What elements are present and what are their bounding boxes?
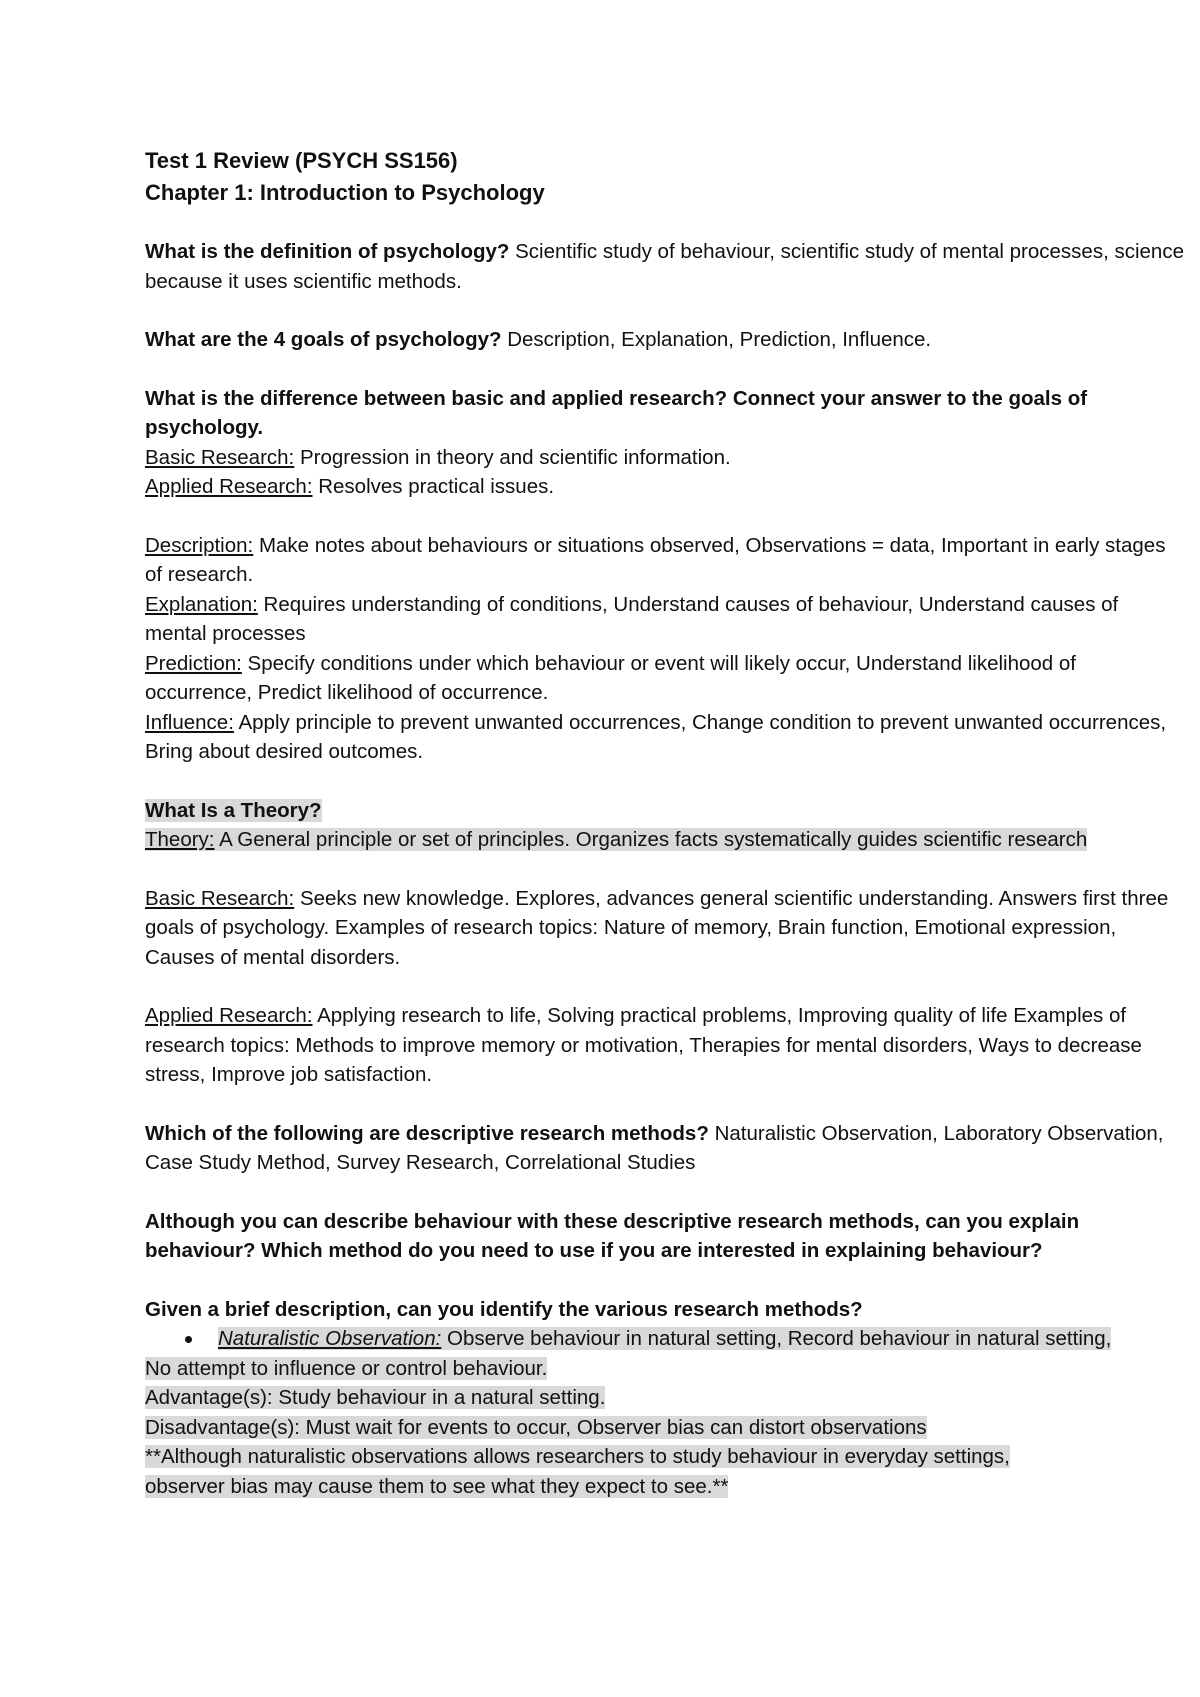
document-page bbox=[145, 145, 1185, 1501]
naturalistic-observation-item bbox=[145, 1324, 1185, 1354]
theory-definition-line bbox=[145, 825, 1185, 855]
definition-paragraph bbox=[145, 237, 1185, 296]
basic-research-line bbox=[145, 443, 1185, 473]
explanation-text: Requires understanding of conditions, Understand causes of behaviour, Understand causes of mental processes bbox=[145, 592, 1119, 645]
description-text: Make notes about behaviours or situations observed, Observations = data, Important in early stages of research. bbox=[145, 533, 1166, 586]
naturalistic-line2 bbox=[145, 1354, 1185, 1384]
goals-question: What are the 4 goals of psychology? bbox=[145, 328, 502, 351]
theory-highlight bbox=[145, 828, 1087, 851]
basic-research-label: Basic Research: bbox=[145, 445, 295, 469]
prediction-label: Prediction: bbox=[145, 651, 242, 675]
applied-research-line bbox=[145, 472, 1185, 502]
disadvantage-text: Disadvantage(s): Must wait for events to occur, Observer bias can distort observations bbox=[145, 1415, 927, 1439]
basic-research-detail-text: Seeks new knowledge. Explores, advances general scientific understanding. Answers first three goals of psychology. Examples of research topics: Nature of memory, Brain function, Emotional expression, Causes of mental disorders. bbox=[145, 886, 1169, 969]
basic-applied-question: What is the difference between basic and applied research? Connect your answer to the goals of psychology. bbox=[145, 386, 1088, 439]
note-line2 bbox=[145, 1472, 1185, 1502]
advantage-line bbox=[145, 1383, 1185, 1413]
descriptive-methods-question: Which of the following are descriptive research methods? bbox=[145, 1121, 709, 1145]
goals-answer: Description, Explanation, Prediction, Influence. bbox=[501, 328, 932, 351]
advantage-text: Advantage(s): Study behaviour in a natural setting. bbox=[145, 1386, 606, 1409]
description-goal bbox=[145, 531, 1185, 590]
prediction-goal bbox=[145, 649, 1185, 708]
note-text-line1: **Although naturalistic observations allows researchers to study behaviour in everyday settings, bbox=[145, 1445, 1010, 1468]
applied-research-text: Resolves practical issues. bbox=[312, 475, 555, 498]
explanation-goal bbox=[145, 590, 1185, 649]
disadvantage-line bbox=[145, 1413, 1185, 1443]
naturalistic-label: Naturalistic Observation: bbox=[218, 1327, 442, 1350]
influence-label: Influence: bbox=[145, 710, 234, 734]
basic-research-detail-label: Basic Research: bbox=[145, 886, 295, 910]
goals-paragraph bbox=[145, 325, 1185, 355]
note-line1 bbox=[145, 1442, 1185, 1472]
influence-goal bbox=[145, 708, 1185, 767]
explaining-behaviour-question: Although you can describe behaviour with these descriptive research methods, can you explain behaviour? Which method do you need to use if you are interested in explaining behaviour? bbox=[145, 1209, 1080, 1262]
document-title: Test 1 Review (PSYCH SS156) bbox=[145, 148, 458, 173]
theory-text: A General principle or set of principles. Organizes facts systematically guides scientific research bbox=[214, 828, 1088, 851]
theory-question: What Is a Theory? bbox=[145, 798, 322, 822]
description-label: Description: bbox=[145, 533, 254, 557]
theory-question-line bbox=[145, 796, 1185, 826]
naturalistic-highlight bbox=[218, 1327, 1111, 1350]
prediction-text: Specify conditions under which behaviour or event will likely occur, Understand likelihood of occurrence, Predict likelihood of occurrence. bbox=[145, 651, 1076, 704]
note-text-line2: observer bias may cause them to see what they expect to see.** bbox=[145, 1474, 729, 1498]
chapter-heading: Chapter 1: Introduction to Psychology bbox=[145, 180, 545, 205]
influence-text: Apply principle to prevent unwanted occurrences, Change condition to prevent unwanted occurrences, Bring about desired outcomes. bbox=[145, 710, 1167, 763]
definition-question: What is the definition of psychology? bbox=[145, 240, 510, 263]
basic-research-detail bbox=[145, 884, 1185, 973]
theory-label: Theory: bbox=[145, 828, 215, 851]
applied-research-label: Applied Research: bbox=[145, 475, 313, 498]
descriptive-methods-answer: Naturalistic Observation, Laboratory Observation, Case Study Method, Survey Research, Correlational Studies bbox=[145, 1121, 1164, 1174]
identify-methods-question: Given a brief description, can you identify the various research methods? bbox=[145, 1297, 863, 1321]
applied-research-detail-label: Applied Research: bbox=[145, 1004, 313, 1027]
explanation-label: Explanation: bbox=[145, 592, 258, 616]
applied-research-detail-text: Applying research to life, Solving practical problems, Improving quality of life Examples of research topics: Methods to improve memory or motivation, Therapies for mental disorders, Ways to decrease stress, Improve job satisfaction. bbox=[145, 1004, 1142, 1086]
naturalistic-text-line2: No attempt to influence or control behaviour. bbox=[145, 1356, 548, 1380]
naturalistic-text-line1: Observe behaviour in natural setting, Record behaviour in natural setting, bbox=[441, 1327, 1112, 1350]
bullet-icon bbox=[185, 1336, 192, 1343]
definition-answer: Scientific study of behaviour, scientific study of mental processes, science because it uses scientific methods. bbox=[145, 240, 1184, 293]
descriptive-methods-paragraph bbox=[145, 1119, 1185, 1178]
basic-research-text: Progression in theory and scientific information. bbox=[294, 445, 731, 469]
applied-research-detail bbox=[145, 1001, 1185, 1090]
